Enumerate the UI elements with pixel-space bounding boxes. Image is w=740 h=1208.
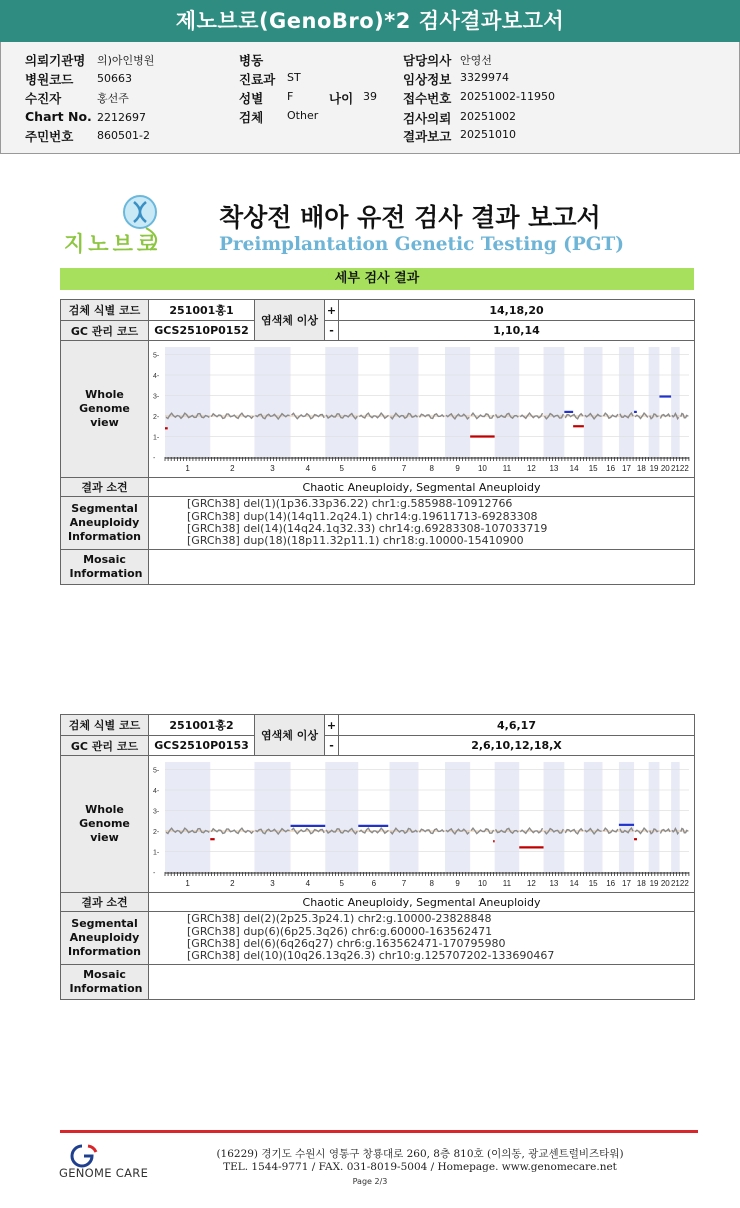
reception-row (403, 89, 555, 107)
y-tick-label: - (153, 455, 156, 462)
chromosome-band (671, 762, 680, 872)
chromosome-label: 20 (660, 879, 670, 888)
report-row (403, 127, 516, 145)
chromosome-label: 18 (636, 879, 646, 888)
chart-no-row (25, 109, 146, 124)
sample-id-value: 251001홍2 (149, 715, 255, 736)
chromosome-label: 15 (588, 464, 598, 473)
chromosome-label: 1 (185, 464, 190, 473)
y-tick-label: 3- (153, 808, 160, 816)
request-label: 검사의뢰 (403, 111, 452, 126)
chromosome-band (544, 347, 565, 457)
chromosome-band (389, 762, 418, 872)
chromosome-label: 19 (649, 879, 659, 888)
patient-info-panel (0, 42, 740, 154)
chromosome-band (445, 762, 470, 872)
chromosome-label: 14 (569, 464, 579, 473)
chromosome-band (165, 347, 210, 457)
chromosome-band (671, 347, 680, 457)
mosaic-label-text: Mosaic Information (69, 553, 143, 580)
chromosome-label: 19 (649, 464, 659, 473)
clinical-label: 임상정보 (403, 72, 452, 87)
ward-label: 병동 (239, 53, 264, 68)
sex-row (239, 89, 294, 107)
hospital-code-label: 병원코드 (25, 72, 74, 87)
y-tick-label: 5- (153, 767, 160, 775)
age-value: 39 (363, 90, 377, 103)
chromosome-band (649, 347, 660, 457)
chromosome-abnormality-label: 염색체 이상 (255, 715, 325, 756)
chromosome-label: 7 (401, 879, 407, 888)
sample-table (60, 714, 695, 1000)
chromosome-abnormality-label: 염색체 이상 (255, 300, 325, 341)
finding-value: Chaotic Aneuploidy, Segmental Aneuploidy (149, 478, 695, 497)
footer-address: (16229) 경기도 수원시 영통구 창룡대로 260, 8층 810호 (이의동, 광교센트럴비즈타워) (216, 1148, 624, 1160)
reception-label: 접수번호 (403, 91, 452, 106)
chromosome-label: 7 (401, 464, 407, 473)
gain-sign: + (325, 715, 339, 736)
mosaic-value (149, 965, 695, 1000)
report-title-korean: 착상전 배아 유전 검사 결과 보고서 (219, 203, 601, 232)
chromosome-label: 8 (429, 464, 434, 473)
gc-code-value: GCS2510P0153 (149, 736, 255, 756)
chromosome-label: 1 (185, 879, 190, 888)
y-tick-label: 5- (153, 352, 160, 360)
chromosome-label: 5 (339, 464, 344, 473)
report-title-english: Preimplantation Genetic Testing (PGT) (219, 234, 625, 255)
chromosome-band (544, 762, 565, 872)
sex-value: F (287, 90, 294, 103)
resident-no-row (25, 127, 150, 145)
sex-label: 성별 (239, 91, 264, 106)
resident-no-value: 860501-2 (97, 129, 150, 142)
gc-code-label: GC 관리 코드 (61, 736, 149, 756)
y-tick-label: 2- (153, 829, 160, 836)
whole-genome-plot (149, 341, 694, 474)
report-title: 제노브로(GenoBro)*2 검사결과보고서 (0, 0, 740, 42)
finding-label: 결과 소견 (61, 478, 149, 497)
y-tick-label: 1- (153, 434, 160, 442)
segmental-line: [GRCh38] del(10)(10q26.13q26.3) chr10:g.125707202-133690467 (187, 949, 555, 963)
mosaic-label (61, 965, 149, 1000)
specimen-label: 검체 (239, 110, 264, 125)
footer-contact: TEL. 1544-9771 / FAX. 031-8019-5004 / Homepage. www.genomecare.net (223, 1161, 617, 1173)
mosaic-label (61, 550, 149, 585)
segmental-label (61, 912, 149, 965)
chromosome-label: 5 (339, 879, 344, 888)
gc-code-label: GC 관리 코드 (61, 321, 149, 341)
chromosome-label: 16 (606, 879, 616, 888)
y-tick-label: 3- (153, 393, 160, 401)
segmental-label-text: Segmental Aneuploidy Information (68, 502, 141, 543)
chromosome-label: 9 (455, 464, 460, 473)
chromosome-label: 9 (455, 879, 460, 888)
chromosome-label: 13 (549, 464, 559, 473)
mosaic-value (149, 550, 695, 585)
sample-table (60, 299, 695, 585)
chart-no-label: Chart No. (25, 109, 92, 124)
recipient-row (25, 89, 129, 107)
finding-value: Chaotic Aneuploidy, Segmental Aneuploidy (149, 893, 695, 912)
dept-row (239, 70, 301, 88)
chromosome-band (254, 762, 290, 872)
copy-number-trace (211, 413, 253, 418)
y-tick-label: 4- (153, 788, 160, 795)
chromosome-label: 17 (622, 879, 631, 888)
chromosome-label: 8 (429, 879, 434, 888)
institution-row (25, 51, 155, 69)
segmental-cell (149, 497, 695, 550)
segmental-line: [GRCh38] del(1)(1p36.33p36.22) chr1:g.585988-10912766 (187, 497, 513, 511)
institution-label: 의뢰기관명 (25, 53, 86, 68)
chromosome-label: 4 (305, 879, 311, 888)
chromosome-label: 6 (371, 879, 377, 888)
segmental-label (61, 497, 149, 550)
sample-id-value: 251001홍1 (149, 300, 255, 321)
chromosome-label: 4 (305, 464, 311, 473)
whole-genome-cell (149, 756, 695, 893)
reception-value: 20251002-11950 (460, 90, 555, 103)
gc-code-value: GCS2510P0152 (149, 321, 255, 341)
chromosome-band (495, 762, 520, 872)
chromosome-label: 12 (526, 464, 536, 473)
chromosome-label: 3 (270, 879, 275, 888)
chromosome-label: 10 (477, 879, 487, 888)
chromosome-label: 6 (371, 464, 377, 473)
chromosome-label: 20 (660, 464, 670, 473)
loss-value: 2,6,10,12,18,X (339, 736, 695, 756)
segmental-line: [GRCh38] del(2)(2p25.3p24.1) chr2:g.10000-23828848 (187, 912, 492, 926)
chromosome-band (325, 347, 358, 457)
y-tick-label: 1- (153, 849, 160, 857)
segmental-line: [GRCh38] dup(14)(14q11.2q24.1) chr14:g.19611713-69283308 (187, 509, 538, 523)
dept-label: 진료과 (239, 72, 276, 87)
doctor-value: 안영선 (460, 54, 492, 67)
company-name: GENOME CARE (59, 1166, 149, 1180)
sample-id-label: 검체 식별 코드 (61, 715, 149, 736)
age-label: 나이 (329, 91, 354, 106)
sample-id-label: 검체 식별 코드 (61, 300, 149, 321)
chromosome-band (495, 347, 520, 457)
whole-genome-label-text: Whole Genome view (79, 388, 130, 429)
report-value: 20251010 (460, 128, 516, 141)
y-tick-label: 4- (153, 373, 160, 380)
dept-value: ST (287, 71, 301, 84)
request-value: 20251002 (460, 110, 516, 123)
chromosome-band (649, 762, 660, 872)
recipient-value: 홍선주 (97, 92, 129, 105)
whole-genome-label-text: Whole Genome view (79, 803, 130, 844)
chromosome-band (584, 347, 603, 457)
gain-sign: + (325, 300, 339, 321)
segmental-label-text: Segmental Aneuploidy Information (68, 917, 141, 958)
clinical-row (403, 70, 509, 88)
segmental-line: [GRCh38] dup(6)(6p25.3q26) chr6:g.60000-163562471 (187, 924, 493, 938)
report-label: 결과보고 (403, 129, 452, 144)
hospital-code-row (25, 70, 132, 88)
resident-no-label: 주민번호 (25, 129, 74, 144)
genome-care-logo-icon (58, 1142, 102, 1168)
brand-name: 지노브로 (64, 232, 162, 256)
chart-no-value: 2212697 (97, 111, 146, 124)
chromosome-label: 22 (679, 879, 689, 888)
chromosome-band (254, 347, 290, 457)
chromosome-label: 11 (502, 879, 512, 888)
chromosome-band (619, 347, 634, 457)
gain-value: 14,18,20 (339, 300, 695, 321)
page-number: Page 2/3 (352, 1177, 388, 1186)
gain-value: 4,6,17 (339, 715, 695, 736)
whole-genome-label (61, 341, 149, 478)
chromosome-label: 2 (230, 464, 235, 473)
chromosome-label: 15 (588, 879, 598, 888)
segmental-line: [GRCh38] del(14)(14q24.1q32.33) chr14:g.69283308-107033719 (187, 522, 548, 535)
chromosome-label: 21 (670, 464, 680, 473)
loss-sign: - (325, 321, 339, 341)
whole-genome-cell (149, 341, 695, 478)
chromosome-label: 10 (477, 464, 487, 473)
doctor-row (403, 51, 492, 69)
finding-label: 결과 소견 (61, 893, 149, 912)
chromosome-band (165, 762, 210, 872)
whole-genome-plot (149, 756, 694, 889)
loss-sign: - (325, 736, 339, 756)
loss-value: 1,10,14 (339, 321, 695, 341)
chromosome-label: 12 (526, 879, 536, 888)
segmental-line: [GRCh38] del(6)(6q26q27) chr6:g.163562471-170795980 (187, 937, 506, 950)
footer-divider (60, 1130, 698, 1133)
section-title: 세부 검사 결과 (60, 268, 694, 290)
chromosome-label: 11 (502, 464, 512, 473)
chromosome-band (619, 762, 634, 872)
specimen-row (239, 108, 319, 126)
y-tick-label: 2- (153, 414, 160, 421)
chromosome-label: 2 (230, 879, 235, 888)
y-tick-label: - (153, 870, 156, 877)
doctor-label: 담당의사 (403, 53, 452, 68)
clinical-value: 3329974 (460, 71, 509, 84)
chromosome-band (389, 347, 418, 457)
chromosome-label: 17 (622, 464, 631, 473)
chromosome-label: 13 (549, 879, 559, 888)
request-row (403, 109, 516, 127)
recipient-label: 수진자 (25, 91, 62, 106)
ward-row (239, 51, 263, 69)
chromosome-label: 18 (636, 464, 646, 473)
chromosome-label: 21 (670, 879, 680, 888)
specimen-value: Other (287, 109, 319, 122)
segmental-line: [GRCh38] dup(18)(18p11.32p11.1) chr18:g.10000-15410900 (187, 534, 524, 548)
chromosome-band (325, 762, 358, 872)
chromosome-band (584, 762, 603, 872)
mosaic-label-text: Mosaic Information (69, 968, 143, 995)
copy-number-trace (211, 828, 253, 833)
whole-genome-label (61, 756, 149, 893)
chromosome-label: 16 (606, 464, 616, 473)
chromosome-label: 3 (270, 464, 275, 473)
chromosome-band (445, 347, 470, 457)
chromosome-label: 14 (569, 879, 579, 888)
institution-value: 의)아인병원 (97, 54, 155, 67)
chromosome-label: 22 (679, 464, 689, 473)
segmental-cell (149, 912, 695, 965)
age-row (329, 89, 377, 107)
hospital-code-value: 50663 (97, 72, 132, 85)
